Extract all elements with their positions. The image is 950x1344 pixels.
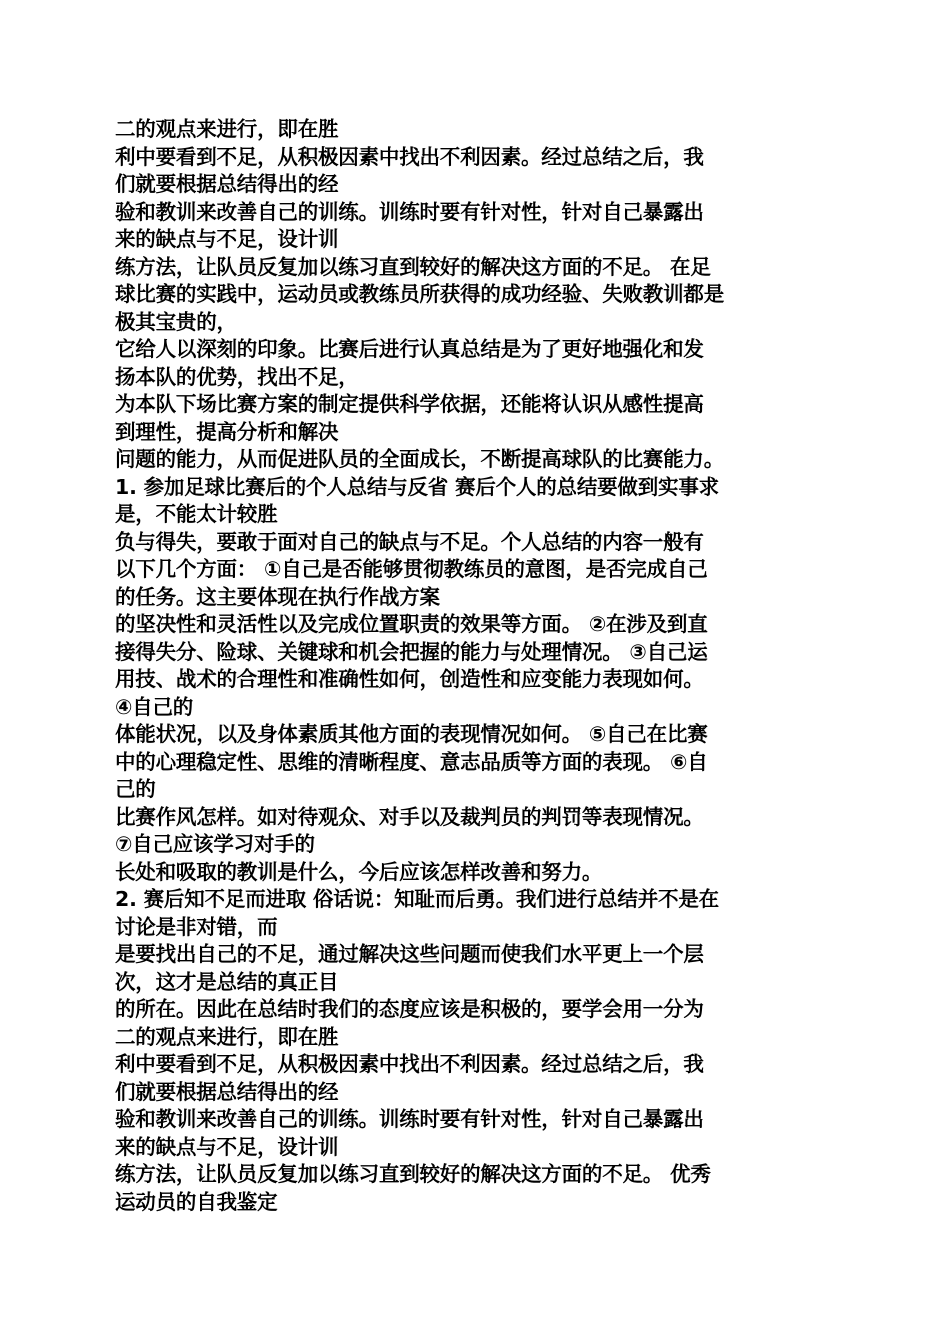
text-line: 们就要根据总结得出的经 (115, 172, 339, 196)
text-line: 问题的能力，从而促进队员的全面成长，不断提高球队的比赛能力。 (115, 447, 724, 471)
text-line: 2. 赛后知不足而进取 俗话说：知耻而后勇。我们进行总结并不是在 (115, 887, 719, 911)
text-line: 极其宝贵的， (115, 309, 237, 334)
text-line: 们就要根据总结得出的经 (115, 1079, 339, 1104)
text-line: 练方法，让队员反复加以练习直到较好的解决这方面的不足。 优秀 (115, 1162, 711, 1186)
text-line: 是，不能太计较胜 (115, 502, 278, 526)
text-line: 运动员的自我鉴定 (115, 1189, 278, 1214)
text-line: 利中要看到不足，从积极因素中找出不利因素。经过总结之后，我 (115, 1052, 704, 1076)
text-line: 己的 (115, 777, 156, 801)
text-line: 长处和吸取的教训是什么，今后应该怎样改善和努力。 (115, 859, 603, 884)
text-line: 二的观点来进行，即在胜 (115, 1024, 339, 1049)
text-line: ④自己的 (115, 694, 194, 719)
text-line: ⑦自己应该学习对手的 (115, 832, 315, 856)
text-line: 到理性，提高分析和解决 (115, 419, 339, 444)
text-line: 讨论是非对错，而 (115, 914, 278, 939)
text-line: 它给人以深刻的印象。比赛后进行认真总结是为了更好地强化和发 (115, 337, 704, 361)
text-line: 验和教训来改善自己的训练。训练时要有针对性，针对自己暴露出 (115, 1107, 704, 1131)
text-line: 以下几个方面： ①自己是否能够贯彻教练员的意图，是否完成自己 (115, 557, 708, 581)
text-line: 接得失分、险球、关键球和机会把握的能力与处理情况。 ③自己运 (115, 639, 708, 664)
text-line: 比赛作风怎样。如对待观众、对手以及裁判员的判罚等表现情况。 (115, 804, 704, 829)
text-line: 验和教训来改善自己的训练。训练时要有针对性，针对自己暴露出 (115, 199, 704, 224)
text-line: 的坚决性和灵活性以及完成位置职责的效果等方面。 ②在涉及到直 (115, 612, 708, 636)
text-line: 二的观点来进行，即在胜 (115, 117, 339, 141)
text-line: 负与得失，要敢于面对自己的缺点与不足。个人总结的内容一般有 (115, 529, 704, 554)
text-line: 次，这才是总结的真正目 (115, 969, 339, 994)
document-body (115, 116, 840, 1216)
text-line: 中的心理稳定性、思维的清晰程度、意志品质等方面的表现。 ⑥自 (115, 749, 708, 774)
text-line: 1. 参加足球比赛后的个人总结与反省 赛后个人的总结要做到实事求 (115, 474, 719, 499)
text-line: 来的缺点与不足，设计训 (115, 227, 339, 251)
text-line: 的所在。因此在总结时我们的态度应该是积极的，要学会用一分为 (115, 997, 704, 1021)
text-line: 扬本队的优势，找出不足， (115, 364, 359, 389)
text-line: 利中要看到不足，从积极因素中找出不利因素。经过总结之后，我 (115, 144, 704, 169)
text-line: 为本队下场比赛方案的制定提供科学依据，还能将认识从感性提高 (115, 392, 704, 416)
text-line: 体能状况，以及身体素质其他方面的表现情况如何。 ⑤自己在比赛 (115, 722, 708, 746)
text-line: 用技、战术的合理性和准确性如何，创造性和应变能力表现如何。 (115, 667, 704, 691)
text-line: 是要找出自己的不足，通过解决这些问题而使我们水平更上一个层 (115, 942, 704, 966)
text-line: 球比赛的实践中，运动员或教练员所获得的成功经验、失败教训都是 (115, 282, 724, 306)
text-line: 练方法，让队员反复加以练习直到较好的解决这方面的不足。 在足 (115, 254, 711, 279)
text-line: 来的缺点与不足，设计训 (115, 1134, 339, 1159)
text-line: 的任务。这主要体现在执行作战方案 (115, 584, 440, 609)
